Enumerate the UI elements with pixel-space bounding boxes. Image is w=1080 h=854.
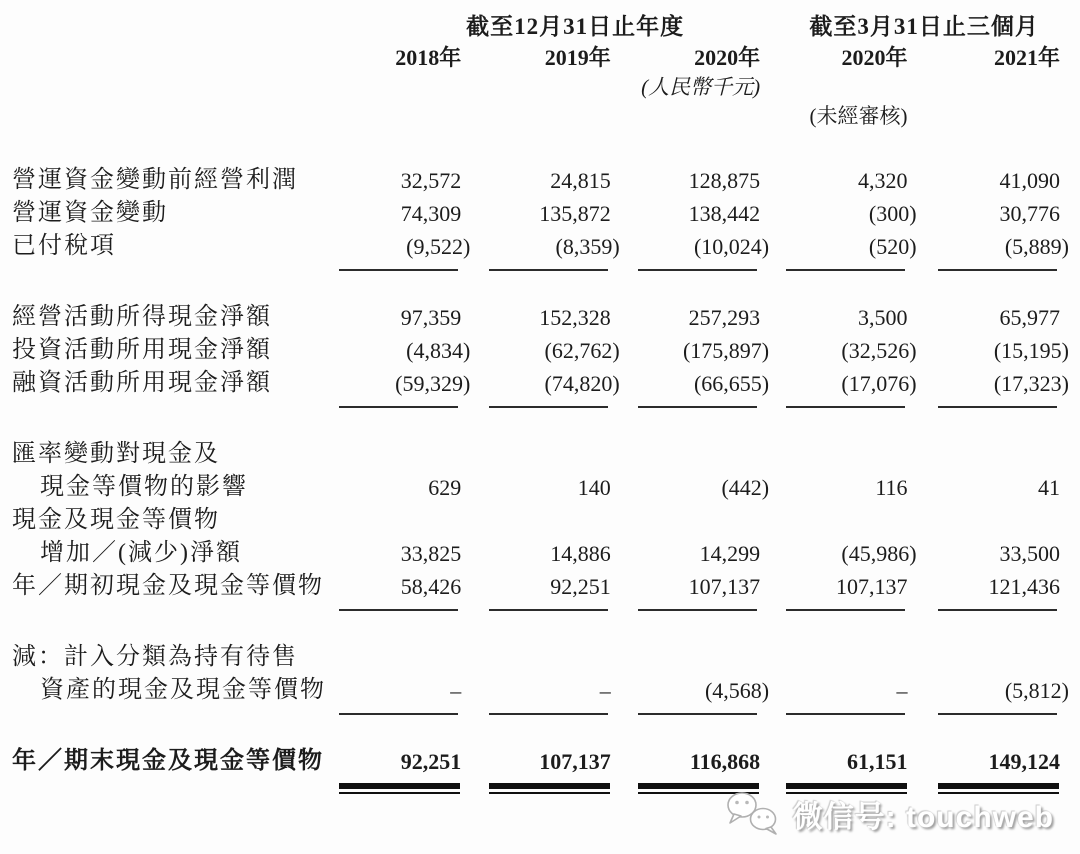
- section-rule: [339, 713, 458, 715]
- cell-value: (442): [721, 475, 770, 500]
- cell-value: (5,812): [1004, 678, 1069, 703]
- table-row: [12, 230, 1060, 263]
- cell-value: 116: [875, 475, 908, 500]
- cell-value: 41: [1038, 475, 1060, 500]
- cell-value: –: [450, 678, 462, 703]
- cell-value: (10,024): [693, 234, 770, 259]
- row-label: 已付稅項: [12, 233, 116, 259]
- cell-value: (32,526): [841, 338, 917, 363]
- table-row: [12, 367, 1060, 400]
- section-rule: [786, 406, 905, 408]
- section-rule: [638, 713, 757, 715]
- section-rule-row: [12, 707, 1060, 719]
- cell-value: 33,500: [999, 541, 1060, 566]
- unaudited-note: (未經審核): [809, 104, 908, 128]
- row-label: 現金及現金等價物 增加／(減少)淨額: [12, 507, 242, 566]
- table-row: [12, 570, 1060, 603]
- section-rule: [786, 609, 905, 611]
- row-label: 營運資金變動: [12, 200, 168, 226]
- section-rule: [489, 269, 608, 271]
- cell-value: 97,359: [400, 305, 462, 330]
- table-row: [12, 641, 1060, 707]
- section-rule: [489, 406, 608, 408]
- cell-value: (9,522): [406, 234, 471, 259]
- column-header-2018: 2018年: [395, 45, 462, 70]
- cell-value: (300): [868, 201, 917, 226]
- cell-value: (5,889): [1004, 234, 1069, 259]
- cell-value: 107,137: [688, 574, 761, 599]
- cell-value: 61,151: [847, 749, 908, 774]
- table-row: [12, 164, 1060, 197]
- cell-value: (4,568): [704, 678, 770, 703]
- spacer-row: [12, 615, 1060, 641]
- section-rule-row: [12, 263, 1060, 275]
- currency-note: (人民幣千元): [641, 75, 761, 99]
- cell-value: 107,137: [836, 574, 908, 599]
- row-label: 匯率變動對現金及 現金等價物的影響: [12, 441, 248, 500]
- cell-value: 33,825: [400, 541, 462, 566]
- row-label: 營運資金變動前經營利潤: [12, 167, 298, 193]
- section-rule-row: [12, 400, 1060, 412]
- cell-value: (175,897): [682, 338, 770, 363]
- cell-value: (45,986): [841, 541, 917, 566]
- cell-value: 74,309: [400, 201, 462, 226]
- row-label: 減：計入分類為持有待售 資產的現金及現金等價物: [12, 644, 326, 703]
- section-rule: [786, 713, 905, 715]
- cell-value: 149,124: [988, 749, 1060, 774]
- table-row: [12, 745, 1060, 778]
- column-header-2021-q1: 2021年: [993, 45, 1060, 70]
- section-rule: [786, 269, 905, 271]
- total-double-rule: [339, 783, 460, 794]
- cell-value: (66,655): [693, 371, 770, 396]
- cell-value: (4,834): [406, 338, 471, 363]
- cell-value: 14,299: [699, 541, 761, 566]
- section-rule: [339, 609, 458, 611]
- cell-value: 41,090: [999, 168, 1060, 193]
- section-rule: [938, 269, 1057, 271]
- cell-value: 107,137: [539, 749, 611, 774]
- cell-value: (17,323): [993, 371, 1069, 396]
- cell-value: 138,442: [688, 201, 761, 226]
- row-label: 投資活動所用現金淨額: [12, 337, 272, 363]
- section-rule: [938, 609, 1057, 611]
- unaudited-note-row: [12, 102, 1060, 164]
- cell-value: 257,293: [688, 305, 761, 330]
- table-body: [12, 164, 1069, 796]
- cell-value: –: [896, 678, 908, 703]
- section-rule: [938, 713, 1057, 715]
- cell-value: 92,251: [400, 749, 462, 774]
- cell-value: 121,436: [988, 574, 1060, 599]
- spacer-row: [12, 719, 1060, 745]
- row-label: 年／期初現金及現金等價物: [12, 573, 324, 599]
- row-label: 年／期末現金及現金等價物: [12, 748, 324, 774]
- quarterly-period-header: 截至3月31日止三個月: [809, 14, 1039, 39]
- wechat-icon: [725, 788, 783, 840]
- total-double-rule: [489, 783, 610, 794]
- table-row: [12, 197, 1060, 230]
- cell-value: (59,329): [395, 371, 471, 396]
- column-header-2020-q1: 2020年: [841, 45, 908, 70]
- section-rule: [638, 609, 757, 611]
- cell-value: 30,776: [999, 201, 1060, 226]
- cell-value: –: [599, 678, 611, 703]
- cell-value: (74,820): [544, 371, 620, 396]
- cell-value: 58,426: [400, 574, 462, 599]
- cell-value: 629: [428, 475, 462, 500]
- currency-note-row: [12, 73, 1060, 102]
- table-row: [12, 438, 1060, 504]
- table-row: [12, 504, 1060, 570]
- cell-value: 128,875: [688, 168, 761, 193]
- year-header-row: [12, 42, 1060, 73]
- cell-value: 152,328: [539, 305, 611, 330]
- section-rule: [339, 406, 458, 408]
- cell-value: 3,500: [858, 305, 908, 330]
- period-group-row: [12, 12, 1060, 42]
- cell-value: 140: [577, 475, 611, 500]
- column-header-2020: 2020年: [694, 45, 761, 70]
- cell-value: 65,977: [999, 305, 1060, 330]
- section-rule: [489, 713, 608, 715]
- cell-value: 92,251: [550, 574, 611, 599]
- section-rule: [638, 269, 757, 271]
- cell-value: (520): [868, 234, 917, 259]
- row-label: 經營活動所得現金淨額: [12, 304, 272, 330]
- document-page: [0, 12, 1080, 854]
- table-row: [12, 301, 1060, 334]
- cell-value: 135,872: [539, 201, 611, 226]
- spacer-row: [12, 412, 1060, 438]
- section-rule-row: [12, 603, 1060, 615]
- table-row: [12, 334, 1060, 367]
- section-rule: [489, 609, 608, 611]
- spacer-row: [12, 275, 1060, 301]
- cash-flow-table: [12, 12, 1069, 796]
- cell-value: (8,359): [555, 234, 620, 259]
- cell-value: 116,868: [689, 749, 761, 774]
- section-rule: [339, 269, 458, 271]
- wechat-watermark: [725, 788, 1054, 840]
- section-rule: [638, 406, 757, 408]
- cell-value: (17,076): [841, 371, 917, 396]
- cell-value: (62,762): [544, 338, 620, 363]
- watermark-text: 微信号: touchweb: [792, 801, 1054, 834]
- cell-value: 24,815: [550, 168, 611, 193]
- section-rule: [938, 406, 1057, 408]
- table-header: [12, 12, 1060, 164]
- cell-value: 4,320: [858, 168, 908, 193]
- cell-value: 14,886: [550, 541, 611, 566]
- cell-value: (15,195): [993, 338, 1069, 363]
- column-header-2019: 2019年: [544, 45, 611, 70]
- annual-period-header: 截至12月31日止年度: [466, 14, 685, 39]
- row-label: 融資活動所用現金淨額: [12, 370, 272, 396]
- cell-value: 32,572: [400, 168, 462, 193]
